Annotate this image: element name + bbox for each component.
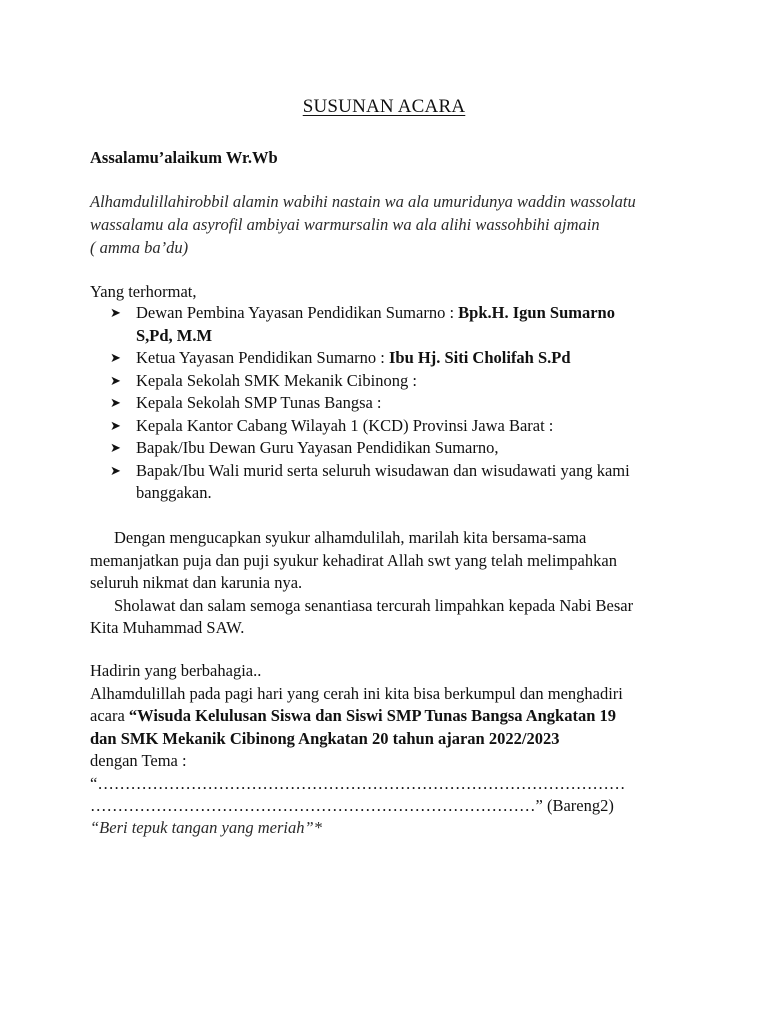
event-paragraph	[90, 660, 690, 818]
paragraph-line: Kita Muhammad SAW.	[90, 618, 245, 637]
honoree-title: Kepala Sekolah SMK Mekanik Cibinong :	[136, 370, 417, 390]
honoree-title-cont: banggakan.	[136, 483, 212, 502]
event-name: “Wisuda Kelulusan Siswa dan Siswi SMP Tunas Bangsa Angkatan 19	[128, 706, 617, 725]
gratitude-paragraph	[90, 527, 690, 640]
prayer-line: Alhamdulillahirobbil alamin wabihi nastain wa ala umuridunya waddin wassolatu	[90, 192, 636, 211]
list-item	[110, 392, 670, 415]
honoree-title: Ketua Yayasan Pendidikan Sumarno :	[136, 348, 389, 367]
paragraph-line: Dengan mengucapkan syukur alhamdulilah, marilah kita bersama-sama	[114, 528, 587, 547]
theme-placeholder-dots: “……………………………………………………………………………………	[90, 773, 626, 793]
honoree-title: Kepala Sekolah SMP Tunas Bangsa :	[136, 393, 382, 412]
list-item	[110, 370, 670, 393]
applause-note: “Beri tepuk tangan yang meriah”*	[90, 818, 322, 837]
list-item	[110, 347, 670, 370]
hadirin-line: Hadirin yang berbahagia..	[90, 661, 262, 680]
page-title: SUSUNAN ACARA	[302, 96, 466, 117]
prayer-line: wassalamu ala asyrofil ambiyai warmursalin wa ala alihi wassohbihi ajmain	[90, 215, 600, 234]
acara-prefix: acara	[90, 706, 129, 725]
paragraph-line: Sholawat dan salam semoga senantiasa tercurah limpahkan kepada Nabi Besar	[114, 595, 634, 615]
arrow-bullet-icon: ➤	[110, 395, 121, 410]
honoree-title: Bapak/Ibu Dewan Guru Yayasan Pendidikan Sumarno,	[136, 438, 499, 457]
arrow-bullet-icon: ➤	[110, 462, 121, 478]
document-page	[90, 0, 690, 1024]
theme-placeholder-dots: ………………………………………………………………………” (Bareng2)	[90, 796, 614, 815]
paragraph-line: memanjatkan puja dan puji syukur kehadirat Allah swt yang telah melimpahkan	[90, 550, 617, 570]
list-item	[110, 302, 670, 347]
paragraph-line: Alhamdulillah pada pagi hari yang cerah ini kita bisa berkumpul dan menghadiri	[90, 683, 623, 703]
arrow-bullet-icon: ➤	[110, 440, 121, 455]
honoree-title: Bapak/Ibu Wali murid serta seluruh wisudawan dan wisudawati yang kami	[136, 460, 630, 480]
honoree-title: Kepala Kantor Cabang Wilayah 1 (KCD) Provinsi Jawa Barat :	[136, 415, 554, 435]
prayer-line: ( amma ba’du)	[90, 238, 189, 257]
arrow-bullet-icon: ➤	[110, 305, 121, 320]
honorific-heading: Yang terhormat,	[90, 282, 197, 301]
list-item	[110, 415, 670, 438]
honoree-list	[110, 302, 670, 505]
theme-label: dengan Tema :	[90, 751, 187, 770]
list-item	[110, 460, 670, 505]
opening-prayer	[90, 190, 690, 259]
event-name-cont: dan SMK Mekanik Cibinong Angkatan 20 tahun ajaran 2022/2023	[90, 728, 560, 748]
arrow-bullet-icon: ➤	[110, 417, 121, 433]
list-item	[110, 437, 670, 460]
arrow-bullet-icon: ➤	[110, 350, 121, 365]
honoree-name-cont: S,Pd, M.M	[136, 325, 213, 345]
opening-greeting: Assalamu’alaikum Wr.Wb	[90, 148, 278, 167]
honoree-name: Bpk.H. Igun Sumarno	[458, 303, 615, 322]
honoree-title: Dewan Pembina Yayasan Pendidikan Sumarno :	[136, 303, 459, 322]
paragraph-line	[90, 705, 690, 728]
honoree-name: Ibu Hj. Siti Cholifah S.Pd	[388, 348, 571, 367]
arrow-bullet-icon: ➤	[110, 372, 121, 388]
paragraph-line: seluruh nikmat dan karunia nya.	[90, 573, 303, 592]
